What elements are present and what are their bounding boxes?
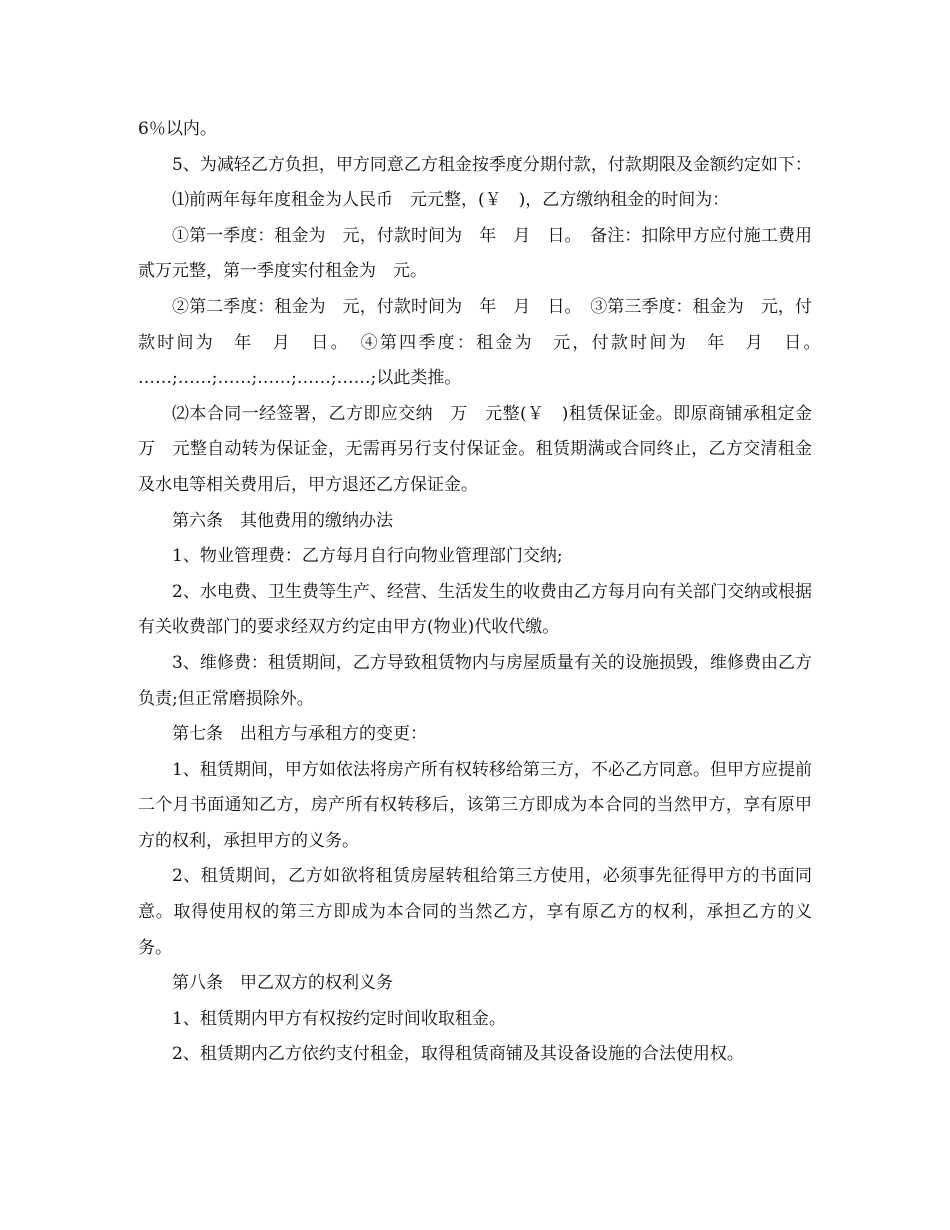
paragraph-other-quarters: ②第二季度：租金为 元，付款时间为 年 月 日。 ③第三季度：租金为 元，付款时间为 年 月 日。 ④第四季度：租金为 元，付款时间为 年 月 日。 ……;……;……;……;……;……;以此类推。: [138, 296, 829, 389]
paragraph-lessor-transfer: 1、租赁期间，甲方如依法将房产所有权转移给第三方，不必乙方同意。但甲方应提前二个月书面通知乙方，房产所有权转移后，该第三方即成为本合同的当然甲方，享有原甲方的权利，承担甲方的义务。: [138, 759, 812, 851]
paragraph-annual-rent: ⑴前两年每年度租金为人民币 元元整，(￥ )，乙方缴纳租金的时间为：: [172, 190, 730, 211]
paragraph-maintenance: 3、维修费：租赁期间，乙方导致租赁物内与房屋质量有关的设施损毁，维修费由乙方负责;但正常磨损除外。: [138, 652, 812, 709]
paragraph-deposit: ⑵本合同一经签署，乙方即应交纳 万 元整(￥ )租赁保证金。即原商铺承租定金 万 元整自动转为保证金，无需再另行支付保证金。租赁期满或合同终止，乙方交清租金及水电等相关费用后，甲方退还乙方保证金。: [138, 403, 829, 495]
paragraph-continuation: 6％以内。: [138, 119, 217, 139]
article-seven-heading: 第七条 出租方与承租方的变更：: [172, 724, 427, 745]
document-body: [138, 112, 829, 1073]
article-six-heading: 第六条 其他费用的缴纳办法: [172, 510, 393, 531]
paragraph-utilities: 2、水电费、卫生费等生产、经营、生活发生的收费由乙方每月向有关部门交纳或根据有关收费部门的要求经双方约定由甲方(物业)代收代缴。: [138, 581, 812, 638]
article-eight-heading: 第八条 甲乙双方的权利义务: [172, 973, 393, 994]
paragraph-property-fee: 1、物业管理费：乙方每月自行向物业管理部门交纳;: [172, 546, 563, 567]
paragraph-lessor-rights: 1、租赁期内甲方有权按约定时间收取租金。: [172, 1008, 506, 1029]
paragraph-sublease: 2、租赁期间，乙方如欲将租赁房屋转租给第三方使用，必须事先征得甲方的书面同意。取得使用权的第三方即成为本合同的当然乙方，享有原乙方的权利，承担乙方的义务。: [138, 866, 812, 958]
paragraph-rent-installments: 5、为减轻乙方负担，甲方同意乙方租金按季度分期付款，付款期限及金额约定如下：: [172, 154, 812, 175]
paragraph-lessee-rights: 2、租赁期内乙方依约支付租金，取得租赁商铺及其设备设施的合法使用权。: [172, 1044, 744, 1065]
paragraph-first-quarter: ①第一季度：租金为 元，付款时间为 年 月 日。 备注：扣除甲方应付施工费用贰万元整，第一季度实付租金为 元。: [138, 225, 812, 282]
